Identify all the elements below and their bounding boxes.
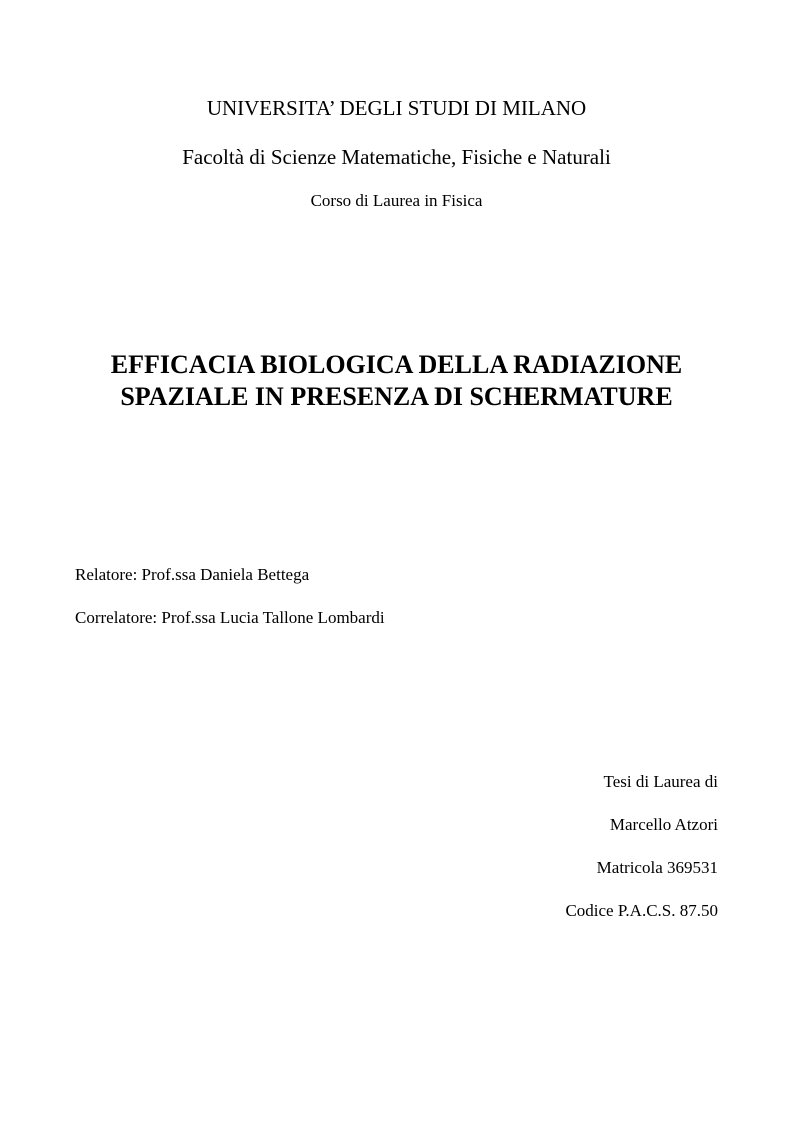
co-supervisor: Correlatore: Prof.ssa Lucia Tallone Lombardi xyxy=(75,608,385,627)
university-name: UNIVERSITA’ DEGLI STUDI DI MILANO xyxy=(206,96,587,120)
pacs-code: Codice P.A.C.S. 87.50 xyxy=(565,901,718,920)
thesis-title-line-1: EFFICACIA BIOLOGICA DELLA RADIAZIONE xyxy=(110,350,683,379)
thesis-title-line-2: SPAZIALE IN PRESENZA DI SCHERMATURE xyxy=(120,382,673,411)
faculty-name: Facoltà di Scienze Matematiche, Fisiche e Naturali xyxy=(182,145,611,169)
author-name: Marcello Atzori xyxy=(609,815,718,834)
student-id: Matricola 369531 xyxy=(596,858,718,877)
degree-course: Corso di Laurea in Fisica xyxy=(310,191,483,210)
thesis-by-label: Tesi di Laurea di xyxy=(603,772,718,791)
supervisor: Relatore: Prof.ssa Daniela Bettega xyxy=(75,565,310,584)
